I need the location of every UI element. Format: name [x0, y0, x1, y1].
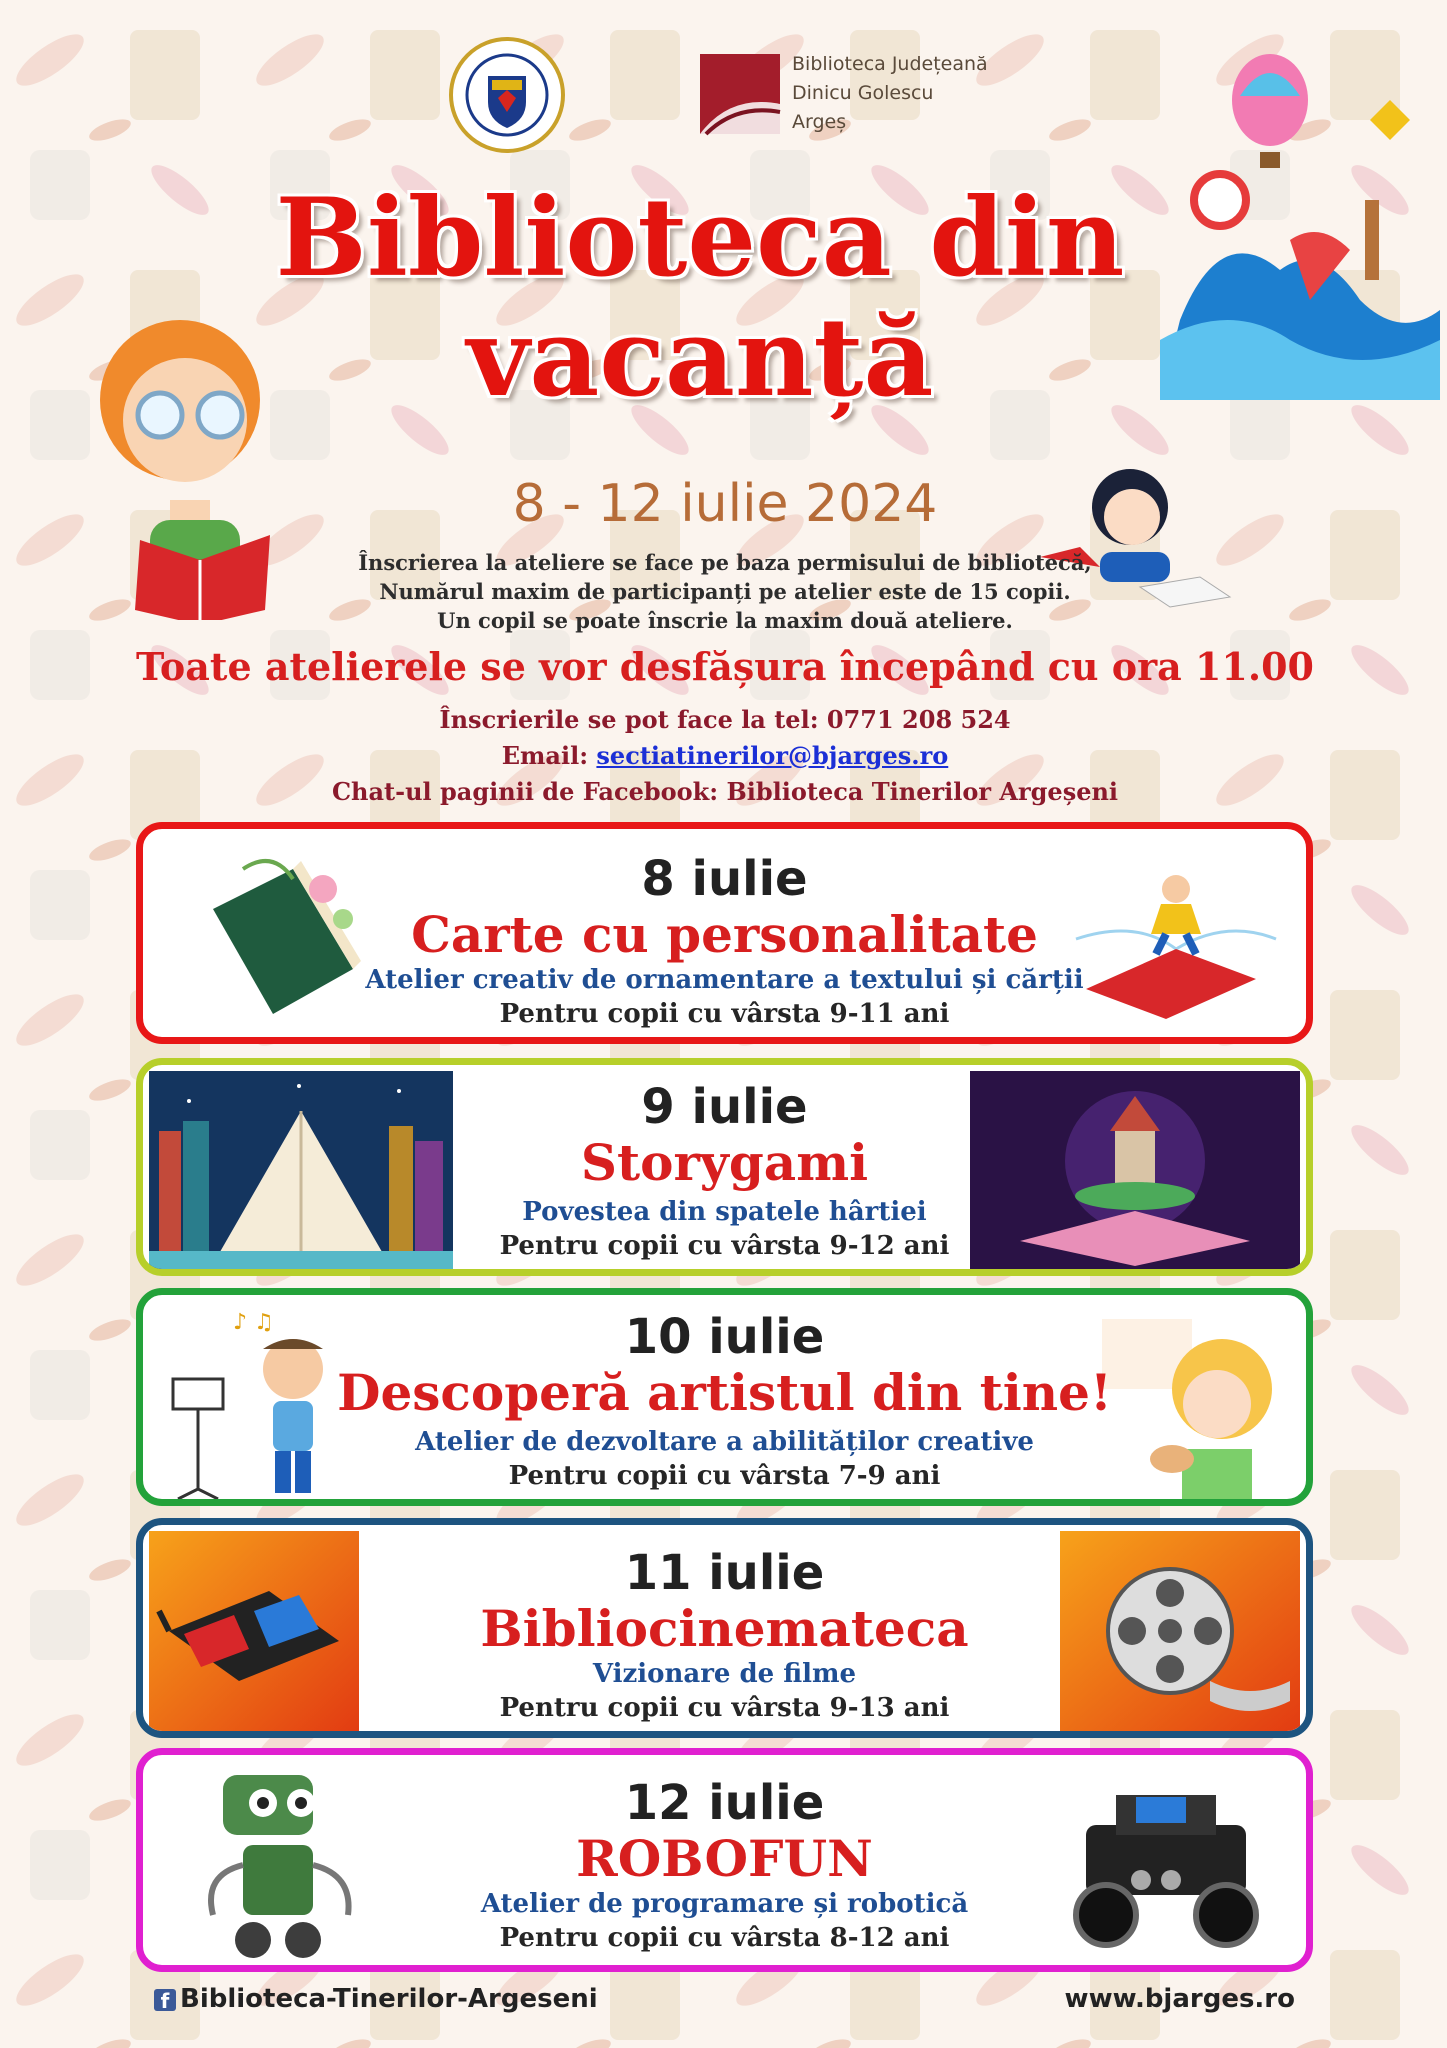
workshop-day: 9 iulie — [641, 1079, 808, 1135]
workshop-name: Bibliocinemateca — [480, 1599, 969, 1658]
library-name-line: Biblioteca Județeană — [792, 53, 988, 75]
workshop-name: ROBOFUN — [576, 1829, 873, 1888]
workshop-card-3 — [136, 1288, 1313, 1506]
workshop-description: Vizionare de filme — [592, 1659, 857, 1689]
rule-line: Un copil se poate înscrie la maxim două ateliere. — [437, 608, 1013, 633]
library-name — [792, 50, 988, 137]
workshop-card-5 — [136, 1748, 1313, 1972]
registration-rules — [250, 548, 1200, 635]
rule-line: Numărul maxim de participanți pe atelier este de 15 copii. — [379, 579, 1071, 604]
event-dates: 8 - 12 iulie 2024 — [512, 474, 938, 534]
workshop-card-1 — [136, 822, 1313, 1044]
workshop-age: Pentru copii cu vârsta 9-11 ani — [499, 999, 950, 1029]
phone-line: Înscrierile se pot face la tel: 0771 208 524 — [439, 705, 1011, 734]
workshop-description: Atelier de programare și robotică — [480, 1889, 969, 1919]
workshop-age: Pentru copii cu vârsta 9-12 ani — [499, 1231, 950, 1261]
workshop-age: Pentru copii cu vârsta 8-12 ani — [499, 1923, 950, 1953]
workshop-description: Povestea din spatele hârtiei — [522, 1197, 927, 1227]
library-logo-icon — [700, 54, 790, 136]
workshop-card-2 — [136, 1058, 1313, 1276]
svg-text:♪ ♫: ♪ ♫ — [233, 1310, 274, 1335]
facebook-icon: f — [154, 1989, 176, 2011]
workshop-name: Carte cu personalitate — [411, 905, 1038, 964]
email-line — [200, 738, 1250, 774]
workshop-age: Pentru copii cu vârsta 9-13 ani — [499, 1693, 950, 1723]
facebook-page-name: Biblioteca-Tinerilor-Argeseni — [180, 1984, 598, 2014]
library-name-line: Argeș — [792, 111, 847, 133]
workshop-day: 10 iulie — [624, 1309, 825, 1365]
workshop-hours: Toate atelierele se vor desfășura începând cu ora 11.00 — [136, 644, 1314, 689]
workshop-name: Descoperă artistul din tine! — [337, 1363, 1112, 1422]
library-name-line: Dinicu Golescu — [792, 82, 934, 104]
workshop-day: 12 iulie — [624, 1775, 825, 1831]
title-line-2: vacanță — [466, 295, 934, 421]
email-link[interactable]: sectiatinerilor@bjarges.ro — [596, 741, 949, 770]
title-line-1: Biblioteca din — [275, 175, 1125, 301]
workshop-card-4 — [136, 1518, 1313, 1738]
contact-info — [200, 702, 1250, 810]
workshop-name: Storygami — [580, 1133, 869, 1192]
page-title — [200, 175, 1200, 421]
workshop-description: Atelier creativ de ornamentare a textului și cărții — [365, 965, 1084, 995]
email-label: Email: — [501, 741, 597, 770]
workshop-age: Pentru copii cu vârsta 7-9 ani — [508, 1461, 941, 1491]
rule-line: Înscrierea la ateliere se face pe baza permisului de bibliotecă, — [358, 550, 1092, 575]
workshop-day: 8 iulie — [641, 851, 808, 907]
facebook-line: Chat-ul paginii de Facebook: Biblioteca Tinerilor Argeșeni — [331, 777, 1119, 806]
website-link[interactable]: www.bjarges.ro — [1064, 1984, 1295, 2014]
workshop-day: 11 iulie — [624, 1545, 825, 1601]
county-council-crest-icon — [448, 36, 566, 154]
workshop-description: Atelier de dezvoltare a abilităților creative — [415, 1427, 1034, 1457]
summer-items-icon — [1160, 40, 1440, 400]
facebook-page-link[interactable] — [154, 1984, 598, 2014]
